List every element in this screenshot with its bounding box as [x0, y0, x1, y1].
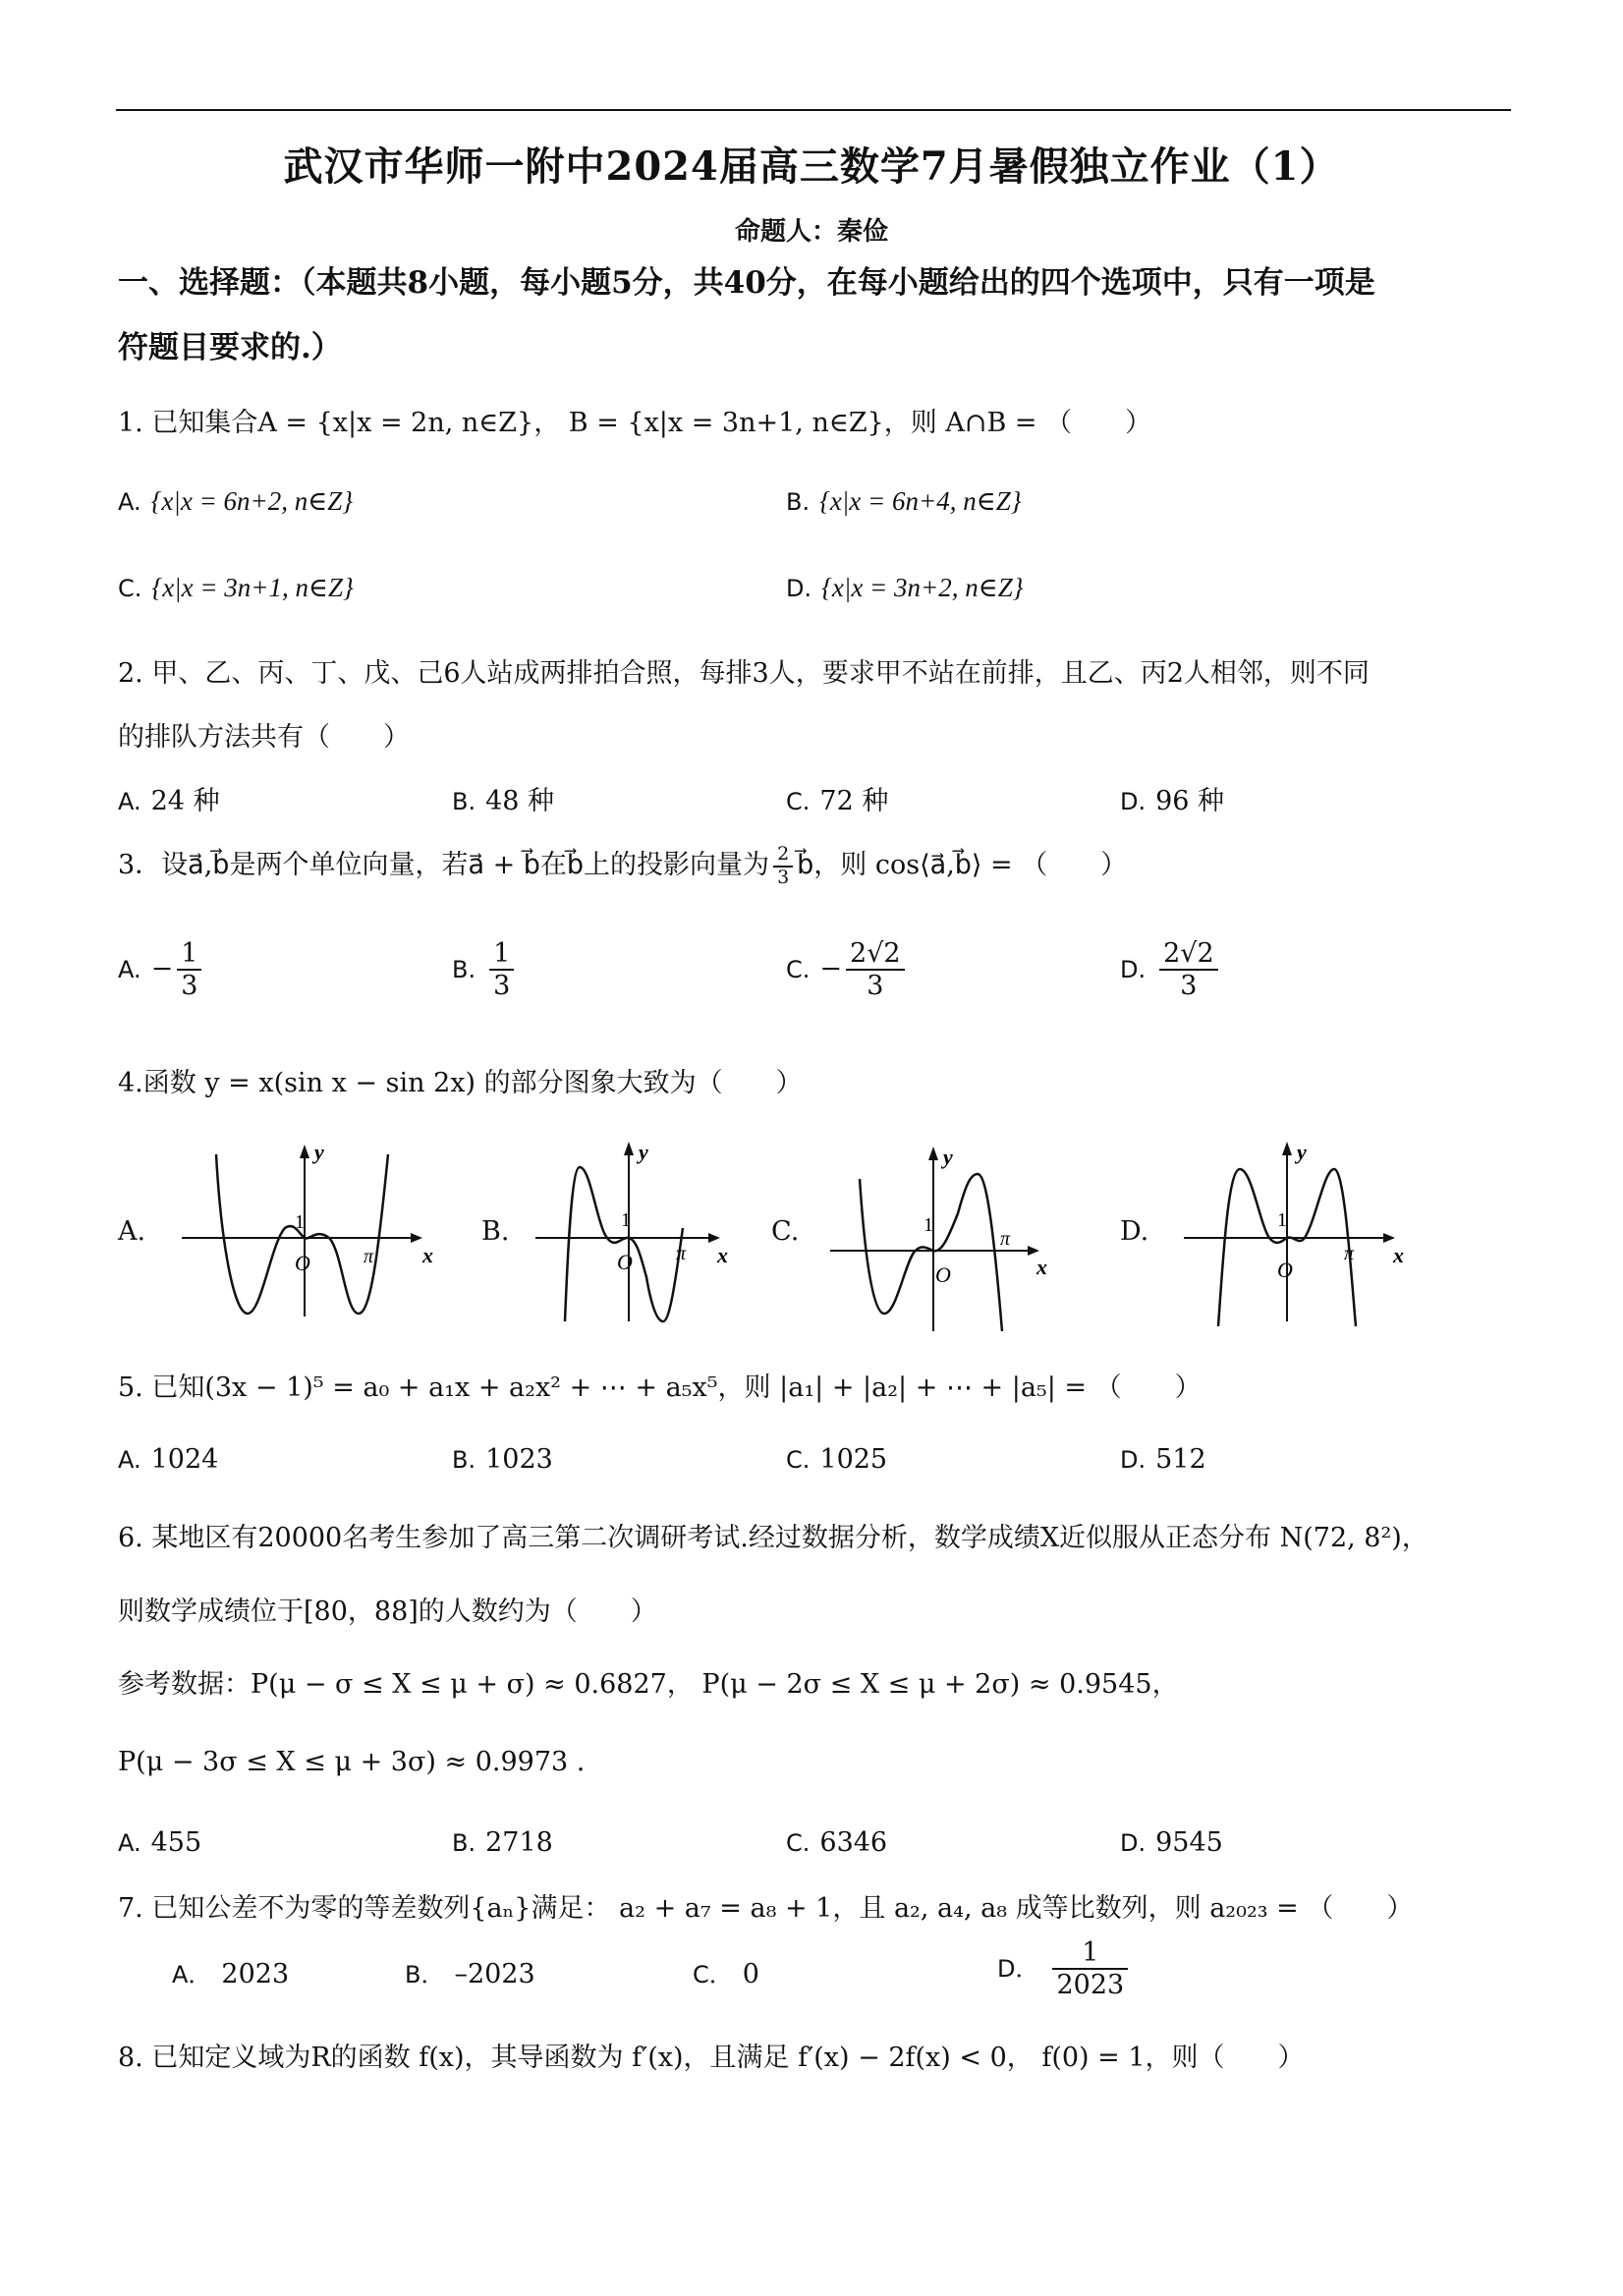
option-text: 48 种: [485, 786, 555, 816]
option-fraction: [846, 938, 905, 1001]
fraction-numerator: 2√2: [846, 938, 905, 971]
exam-title: 武汉市华师一附中2024届高三数学7月暑假独立作业（1）: [283, 143, 1340, 190]
question-4-graph-c[interactable]: [825, 1135, 1061, 1331]
question-1-option-d[interactable]: [786, 573, 1024, 603]
option-label: B．: [405, 1961, 445, 1988]
question-1-option-c[interactable]: [118, 573, 354, 603]
question-6-option-a[interactable]: [118, 1827, 201, 1858]
option-label: B.: [452, 955, 476, 983]
question-2-option-d[interactable]: [1120, 779, 1224, 817]
fraction-denominator: 3: [181, 971, 198, 1002]
option-text: 455: [150, 1827, 202, 1858]
question-2-option-b[interactable]: [452, 779, 554, 817]
question-3-stem: [118, 843, 1127, 888]
option-text: 6346: [819, 1827, 888, 1858]
option-text: 9545: [1155, 1827, 1223, 1858]
origin-label: O: [1277, 1258, 1293, 1282]
question-2-option-c[interactable]: [786, 779, 888, 817]
option-label: C.: [786, 1829, 811, 1857]
question-6-option-d[interactable]: [1120, 1827, 1223, 1858]
axis-y-label: y: [1297, 1140, 1307, 1164]
option-text: 24 种: [150, 786, 220, 816]
exam-author: 命题人：秦俭: [734, 217, 888, 247]
question-6-option-c[interactable]: [786, 1827, 887, 1858]
question-4-stem: 4.函数 y = x(sin x − sin 2x) 的部分图象大致为（ ）: [118, 1068, 803, 1098]
fraction-numerator: 1: [177, 938, 201, 971]
question-1-option-a[interactable]: [118, 486, 353, 517]
question-6-reference-line1: 参考数据：P(μ − σ ≤ X ≤ μ + σ) ≈ 0.6827， P(μ − 2σ ≤ X ≤ μ + 2σ) ≈ 0.9545，: [118, 1669, 1179, 1700]
tick-pi: π: [676, 1243, 687, 1264]
axis-x-label: x: [717, 1243, 728, 1267]
question-2-stem-line2: 的排队方法共有（ ）: [118, 722, 410, 753]
question-4-option-b-label: B.: [481, 1216, 510, 1247]
question-7-option-b[interactable]: [405, 1955, 535, 1989]
option-label: B.: [452, 1446, 476, 1474]
option-text: –2023: [454, 1959, 535, 1989]
option-text: 72 种: [819, 786, 889, 816]
option-text: {x|x = 6n+2, n∈Z}: [150, 486, 354, 516]
option-label: A．: [172, 1961, 212, 1988]
origin-label: O: [617, 1250, 633, 1274]
question-4-option-d-label: D.: [1120, 1216, 1149, 1247]
axis-y-label: y: [943, 1145, 953, 1169]
question-3-option-d[interactable]: [1120, 938, 1222, 1001]
option-text: 1024: [150, 1444, 219, 1475]
option-label: D.: [1120, 788, 1147, 815]
fraction-numerator: 1: [489, 938, 514, 971]
fraction-denominator: 3: [867, 971, 884, 1002]
axis-x-label: x: [422, 1243, 433, 1267]
option-label: D.: [1120, 1446, 1147, 1474]
question-6-stem-line2: 则数学成绩位于[80，88]的人数约为（ ）: [118, 1596, 657, 1627]
option-label: C.: [118, 575, 142, 602]
option-label: A.: [118, 488, 141, 516]
tick-pi: π: [1000, 1228, 1011, 1250]
option-text: 96 种: [1155, 786, 1225, 816]
option-label: D．: [997, 1954, 1039, 1983]
question-1-stem: 1. 已知集合A = {x|x = 2n, n∈Z}， B = {x|x = 3n+1, n∈Z}，则 A∩B = （ ）: [118, 408, 1152, 438]
option-text: 2023: [221, 1959, 290, 1989]
question-3-option-b[interactable]: [452, 938, 518, 1001]
fraction-denominator: 3: [493, 971, 511, 1002]
tick-one: 1: [621, 1209, 631, 1231]
axis-x-label: x: [1393, 1243, 1404, 1267]
question-5-option-c[interactable]: [786, 1444, 887, 1475]
option-label: C.: [786, 788, 811, 815]
question-3-stem-head: 3．设a⃗,b⃗是两个单位向量，若a⃗ + b⃗在b⃗上的投影向量为: [118, 850, 770, 880]
option-label: B.: [452, 1829, 476, 1857]
option-text: {x|x = 6n+4, n∈Z}: [819, 486, 1022, 516]
axis-y-label: y: [314, 1140, 324, 1164]
question-2-stem-line1: 2. 甲、乙、丙、丁、戊、己6人站成两排拍合照，每排3人，要求甲不站在前排，且乙、丙2人相邻，则不同: [118, 658, 1370, 689]
origin-label: O: [295, 1251, 310, 1275]
option-label: B.: [786, 488, 811, 516]
origin-label: O: [935, 1262, 951, 1287]
question-6-stem-line1: 6. 某地区有20000名考生参加了高三第二次调研考试.经过数据分析，数学成绩X近似服从正态分布 N(72, 8²)，: [118, 1523, 1428, 1553]
fraction-numerator: 2√2: [1159, 938, 1218, 971]
fraction-numerator: 1: [1052, 1937, 1128, 1970]
option-fraction: [489, 938, 514, 1001]
question-3-stem-tail: b⃗，则 cos⟨a⃗,b⃗⟩ = （ ）: [797, 850, 1128, 880]
question-5-option-b[interactable]: [452, 1444, 553, 1475]
option-label: C.: [786, 1446, 811, 1474]
question-7-stem: 7. 已知公差不为零的等差数列{aₙ}满足： a₂ + a₇ = a₈ + 1，且 a₂, a₄, a₈ 成等比数列，则 a₂₀₂₃ = （ ）: [118, 1893, 1414, 1924]
question-5-stem: 5. 已知(3x − 1)⁵ = a₀ + a₁x + a₂x² + ⋯ + a₅x⁵，则 |a₁| + |a₂| + ⋯ + |a₅| = （ ）: [118, 1372, 1202, 1403]
option-text: 1023: [485, 1444, 553, 1475]
question-4-option-a-label: A.: [118, 1216, 146, 1247]
option-label: B.: [452, 788, 476, 815]
option-fraction: [177, 938, 201, 1001]
question-7-option-a[interactable]: [172, 1955, 289, 1989]
option-label: D.: [1120, 1829, 1147, 1857]
option-label: A.: [118, 955, 141, 983]
option-label: D.: [786, 575, 812, 602]
question-4-graph-d[interactable]: [1179, 1130, 1415, 1326]
option-label: C.: [786, 955, 811, 983]
option-sign: −: [819, 953, 843, 984]
axis-x-label: x: [1036, 1255, 1047, 1279]
axis-y-label: y: [639, 1140, 648, 1164]
option-label: C．: [693, 1961, 733, 1988]
tick-pi: π: [364, 1246, 374, 1267]
option-label: D.: [1120, 955, 1147, 983]
question-3-stem-fraction: [773, 844, 793, 889]
tick-one: 1: [1277, 1209, 1287, 1231]
fraction-numerator: 2: [773, 844, 793, 868]
question-2-option-a[interactable]: [118, 779, 220, 817]
question-3-option-a[interactable]: [118, 938, 205, 1001]
question-5-option-a[interactable]: [118, 1444, 218, 1475]
fraction-denominator: 2023: [1056, 1970, 1125, 2001]
tick-one: 1: [295, 1211, 305, 1233]
option-text: 0: [742, 1959, 759, 1989]
tick-pi: π: [1344, 1243, 1355, 1264]
question-1-option-b[interactable]: [786, 486, 1022, 517]
option-text: {x|x = 3n+1, n∈Z}: [151, 573, 354, 602]
option-fraction: [1159, 938, 1218, 1001]
section-heading-line1: 一、选择题：（本题共8小题，每小题5分，共40分，在每小题给出的四个选项中，只有一项是: [118, 265, 1375, 301]
option-fraction: [1052, 1937, 1128, 2000]
fraction-denominator: 3: [777, 866, 790, 888]
question-6-reference-line2: P(μ − 3σ ≤ X ≤ μ + 3σ) ≈ 0.9973 .: [118, 1747, 586, 1777]
section-heading-line2: 符题目要求的.）: [118, 330, 342, 365]
question-5-option-d[interactable]: [1120, 1444, 1206, 1475]
question-7-option-c[interactable]: [693, 1955, 759, 1989]
question-4-graph-b[interactable]: [531, 1130, 737, 1326]
option-text: 1025: [819, 1444, 888, 1475]
question-7-option-d[interactable]: [997, 1937, 1132, 2000]
question-4-graph-a[interactable]: [177, 1135, 442, 1321]
tick-one: 1: [923, 1214, 933, 1236]
option-label: A.: [118, 1446, 141, 1474]
question-8-stem: 8. 已知定义域为R的函数 f(x)，其导函数为 f′(x)，且满足 f′(x) − 2f(x) < 0， f(0) = 1，则（ ）: [118, 2043, 1305, 2073]
fraction-denominator: 3: [1180, 971, 1198, 1002]
option-label: A.: [118, 1829, 141, 1857]
option-text: 512: [1155, 1444, 1206, 1475]
header-rule: [116, 109, 1511, 111]
option-label: A.: [118, 788, 141, 815]
option-sign: −: [150, 953, 174, 984]
question-3-option-c[interactable]: [786, 938, 909, 1001]
question-4-option-c-label: C.: [771, 1216, 800, 1247]
question-6-option-b[interactable]: [452, 1827, 553, 1858]
option-text: {x|x = 3n+2, n∈Z}: [821, 573, 1024, 602]
option-text: 2718: [485, 1827, 553, 1858]
